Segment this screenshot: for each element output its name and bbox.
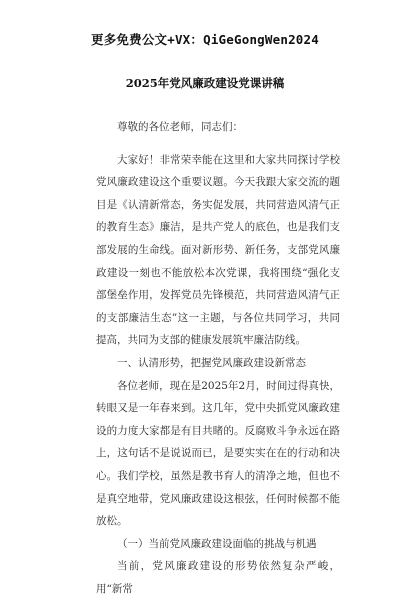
page-header: 更多免费公文+VX：QiGeGongWen2024	[91, 32, 319, 47]
section-heading-1: 一、认清形势，把握党风廉政建设新常态	[117, 356, 306, 369]
paragraph-intro: 大家好！非常荣幸能在这里和大家共同探讨学校党风廉政建设这个重要议题。今天我跟大家交流的题目是《认清新常态，务实促发展，共同营造风清气正的教育生态》廉洁，是共产党人的底色，也是我们支部发展的生命线。面对新形势、新任务，支部党风廉政建设一刻也不能放松本次党课，我将围绕“强化支部堡垒作用，发挥党员先锋模范，共同营造风清气正的支部廉洁生态”这一主题，与各位共同学习，共同提高，共同为支部的健康发展筑牢廉洁防线。	[96, 153, 340, 347]
document-title: 2025年党风廉政建设党课讲稿	[125, 76, 285, 90]
paragraph-subsection-1: 当前，党风廉政建设的形势依然复杂严峻，用“新常	[96, 560, 340, 595]
subsection-heading-1: （一）当前党风廉政建设面临的挑战与机遇	[117, 537, 317, 550]
document-body	[96, 116, 340, 600]
paragraph-section-1: 各位老师，现在是2025年2月，时间过得真快，转眼又是一年春来到。这几年，党中央抓党风廉政建设的力度大家都是有目共睹的。反腐败斗争永远在路上，这句话不是说说而已，是要实实在在的行动和决心。我们学校，虽然是教书育人的清净之地，但也不是真空地带，党风廉政建设这根弦，任何时候都不能放松。	[96, 379, 340, 528]
salutation: 尊敬的各位老师，同志们：	[117, 121, 243, 133]
